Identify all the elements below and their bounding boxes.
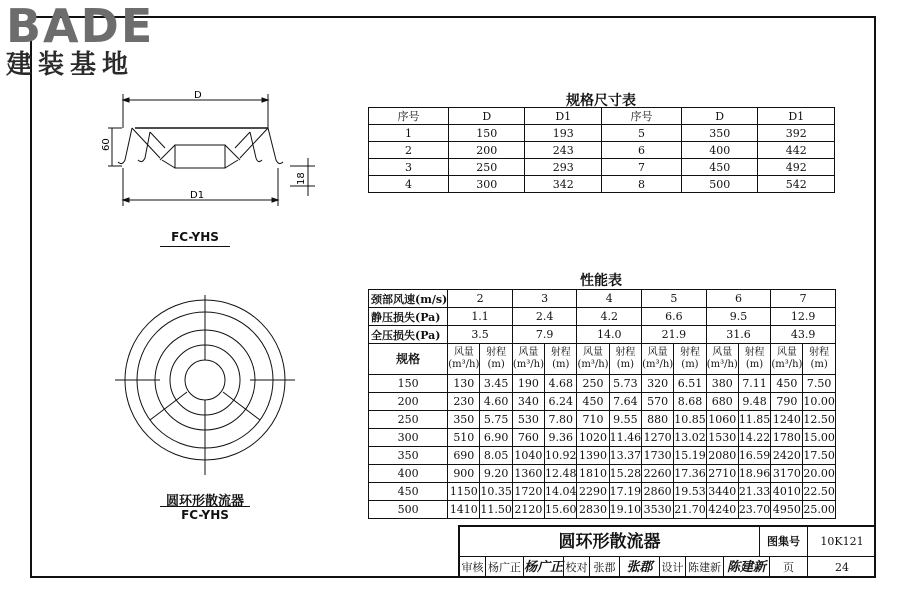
perf-cell: 20.00 — [803, 465, 836, 483]
perf-cell: 13.02 — [674, 429, 707, 447]
spec-row — [369, 125, 835, 142]
perf-row — [369, 429, 836, 447]
perf-cell: 4950 — [771, 501, 803, 519]
total-loss-value: 14.0 — [577, 326, 642, 344]
perf-cell: 510 — [448, 429, 480, 447]
velocity-value: 5 — [642, 290, 707, 308]
brand-logo — [6, 2, 176, 80]
total-loss-label: 全压损失(Pa) — [369, 326, 448, 344]
perf-cell: 11.46 — [609, 429, 642, 447]
spec-cell: 4 — [369, 176, 449, 193]
dim-d1-label: D1 — [190, 190, 205, 201]
perf-cell: 1150 — [448, 483, 480, 501]
perf-cell: 1270 — [642, 429, 674, 447]
spec-cell: 7 — [601, 159, 681, 176]
perf-cell: 2120 — [512, 501, 544, 519]
spec-header: D — [681, 108, 758, 125]
perf-cell: 1780 — [771, 429, 803, 447]
velocity-value: 6 — [706, 290, 771, 308]
perf-row — [369, 465, 836, 483]
perf-cell: 15.28 — [609, 465, 642, 483]
perf-cell: 7.11 — [738, 375, 771, 393]
perf-cell: 1060 — [706, 411, 738, 429]
perf-cell: 11.50 — [480, 501, 513, 519]
spec-row — [369, 176, 835, 193]
perf-cell: 1720 — [512, 483, 544, 501]
perf-cell: 350 — [448, 411, 480, 429]
static-loss-value: 12.9 — [771, 308, 836, 326]
perf-cell: 1240 — [771, 411, 803, 429]
perf-cell: 3170 — [771, 465, 803, 483]
perf-cell: 380 — [706, 375, 738, 393]
spec-cell: 243 — [525, 142, 602, 159]
atlas-number: 10K121 — [808, 527, 876, 557]
perf-row — [369, 375, 836, 393]
air-volume-header: 风量 (m³/h) — [642, 344, 674, 375]
perf-cell: 9.48 — [738, 393, 771, 411]
perf-row — [369, 501, 836, 519]
perf-cell: 11.85 — [738, 411, 771, 429]
perf-cell: 2080 — [706, 447, 738, 465]
perf-cell: 2420 — [771, 447, 803, 465]
throw-header: 射程 (m) — [480, 344, 513, 375]
perf-size-cell: 150 — [369, 375, 448, 393]
perf-cell: 4010 — [771, 483, 803, 501]
perf-cell: 9.20 — [480, 465, 513, 483]
perf-cell: 230 — [448, 393, 480, 411]
dim-18-label: 18 — [296, 172, 307, 185]
perf-cell: 17.50 — [803, 447, 836, 465]
perf-row — [369, 411, 836, 429]
review-signature: 杨广正 — [524, 557, 564, 578]
spec-cell: 542 — [758, 176, 835, 193]
perf-cell: 450 — [577, 393, 609, 411]
perf-row — [369, 393, 836, 411]
review-name: 杨广正 — [486, 557, 524, 578]
spec-cell: 500 — [681, 176, 758, 193]
plan-caption-cn: 圆环形散流器 — [165, 494, 244, 509]
dim-d-label: D — [194, 90, 202, 101]
perf-cell: 12.50 — [803, 411, 836, 429]
perf-cell: 8.05 — [480, 447, 513, 465]
spec-cell: 2 — [369, 142, 449, 159]
perf-cell: 320 — [642, 375, 674, 393]
spec-header: D1 — [758, 108, 835, 125]
perf-cell: 3440 — [706, 483, 738, 501]
perf-cell: 5.73 — [609, 375, 642, 393]
perf-size-cell: 500 — [369, 501, 448, 519]
spec-cell: 150 — [448, 125, 525, 142]
perf-table — [368, 289, 836, 519]
perf-cell: 7.50 — [803, 375, 836, 393]
perf-cell: 2260 — [642, 465, 674, 483]
air-volume-header: 风量 (m³/h) — [577, 344, 609, 375]
perf-cell: 1410 — [448, 501, 480, 519]
static-loss-label: 静压损失(Pa) — [369, 308, 448, 326]
title-block — [458, 525, 876, 578]
perf-cell: 22.50 — [803, 483, 836, 501]
perf-cell: 10.92 — [544, 447, 577, 465]
perf-cell: 10.00 — [803, 393, 836, 411]
perf-cell: 1810 — [577, 465, 609, 483]
spec-column-label: 规格 — [369, 344, 448, 375]
air-volume-header: 风量 (m³/h) — [706, 344, 738, 375]
perf-cell: 23.70 — [738, 501, 771, 519]
design-label: 设计 — [660, 557, 686, 578]
spec-cell: 392 — [758, 125, 835, 142]
perf-cell: 2860 — [642, 483, 674, 501]
perf-cell: 6.24 — [544, 393, 577, 411]
velocity-value: 4 — [577, 290, 642, 308]
spec-cell: 200 — [448, 142, 525, 159]
perf-cell: 10.85 — [674, 411, 707, 429]
perf-cell: 8.68 — [674, 393, 707, 411]
page-number: 24 — [835, 561, 849, 574]
spec-cell: 400 — [681, 142, 758, 159]
perf-cell: 690 — [448, 447, 480, 465]
design-name: 陈建新 — [686, 557, 724, 578]
spec-cell: 492 — [758, 159, 835, 176]
static-loss-value: 1.1 — [448, 308, 513, 326]
perf-cell: 6.90 — [480, 429, 513, 447]
perf-cell: 15.19 — [674, 447, 707, 465]
perf-row — [369, 483, 836, 501]
perf-cell: 4.68 — [544, 375, 577, 393]
perf-cell: 1390 — [577, 447, 609, 465]
perf-cell: 2290 — [577, 483, 609, 501]
total-loss-value: 7.9 — [512, 326, 577, 344]
spec-table — [368, 107, 835, 193]
spec-header: D — [448, 108, 525, 125]
spec-cell: 193 — [525, 125, 602, 142]
air-volume-header: 风量 (m³/h) — [512, 344, 544, 375]
perf-cell: 340 — [512, 393, 544, 411]
air-volume-header: 风量 (m³/h) — [448, 344, 480, 375]
perf-cell: 530 — [512, 411, 544, 429]
check-label: 校对 — [564, 557, 590, 578]
spec-header: 序号 — [601, 108, 681, 125]
spec-cell: 342 — [525, 176, 602, 193]
perf-cell: 2710 — [706, 465, 738, 483]
drawing-title: 圆环形散流器 — [460, 527, 760, 557]
atlas-label: 图集号 — [760, 527, 808, 557]
page-label: 页 — [770, 557, 808, 578]
check-name: 张郡 — [590, 557, 620, 578]
spec-cell: 6 — [601, 142, 681, 159]
perf-cell: 19.53 — [674, 483, 707, 501]
perf-cell: 21.70 — [674, 501, 707, 519]
spec-cell: 8 — [601, 176, 681, 193]
perf-cell: 13.37 — [609, 447, 642, 465]
spec-cell: 442 — [758, 142, 835, 159]
perf-cell: 19.10 — [609, 501, 642, 519]
spec-header: D1 — [525, 108, 602, 125]
velocity-value: 2 — [448, 290, 513, 308]
static-loss-value: 6.6 — [642, 308, 707, 326]
perf-cell: 250 — [577, 375, 609, 393]
perf-cell: 570 — [642, 393, 674, 411]
perf-cell: 6.51 — [674, 375, 707, 393]
throw-header: 射程 (m) — [738, 344, 771, 375]
perf-cell: 1730 — [642, 447, 674, 465]
plan-caption-model: FC-YHS — [181, 508, 229, 522]
perf-cell: 12.48 — [544, 465, 577, 483]
perf-size-cell: 300 — [369, 429, 448, 447]
perf-cell: 16.59 — [738, 447, 771, 465]
perf-cell: 3.45 — [480, 375, 513, 393]
static-loss-value: 9.5 — [706, 308, 771, 326]
perf-cell: 10.35 — [480, 483, 513, 501]
throw-header: 射程 (m) — [609, 344, 642, 375]
throw-header: 射程 (m) — [544, 344, 577, 375]
throw-header: 射程 (m) — [674, 344, 707, 375]
review-label: 审核 — [460, 557, 486, 578]
spec-cell: 5 — [601, 125, 681, 142]
spec-cell: 293 — [525, 159, 602, 176]
total-loss-value: 31.6 — [706, 326, 771, 344]
perf-cell: 15.60 — [544, 501, 577, 519]
perf-cell: 130 — [448, 375, 480, 393]
spec-cell: 450 — [681, 159, 758, 176]
perf-cell: 9.36 — [544, 429, 577, 447]
throw-header: 射程 (m) — [803, 344, 836, 375]
perf-size-cell: 350 — [369, 447, 448, 465]
perf-cell: 18.96 — [738, 465, 771, 483]
perf-cell: 1040 — [512, 447, 544, 465]
spec-cell: 1 — [369, 125, 449, 142]
total-loss-value: 43.9 — [771, 326, 836, 344]
perf-cell: 25.00 — [803, 501, 836, 519]
perf-size-cell: 400 — [369, 465, 448, 483]
perf-cell: 3530 — [642, 501, 674, 519]
static-loss-value: 2.4 — [512, 308, 577, 326]
perf-cell: 17.36 — [674, 465, 707, 483]
perf-cell: 17.19 — [609, 483, 642, 501]
perf-cell: 15.00 — [803, 429, 836, 447]
perf-cell: 21.33 — [738, 483, 771, 501]
perf-row — [369, 447, 836, 465]
perf-cell: 9.55 — [609, 411, 642, 429]
perf-cell: 14.22 — [738, 429, 771, 447]
spec-cell: 250 — [448, 159, 525, 176]
perf-cell: 1020 — [577, 429, 609, 447]
perf-cell: 880 — [642, 411, 674, 429]
design-signature: 陈建新 — [724, 557, 770, 578]
spec-row — [369, 142, 835, 159]
static-loss-value: 4.2 — [577, 308, 642, 326]
perf-cell: 710 — [577, 411, 609, 429]
perf-cell: 4.60 — [480, 393, 513, 411]
perf-size-cell: 200 — [369, 393, 448, 411]
velocity-label: 颈部风速(m/s) — [369, 290, 448, 308]
perf-cell: 1530 — [706, 429, 738, 447]
perf-cell: 7.80 — [544, 411, 577, 429]
perf-cell: 7.64 — [609, 393, 642, 411]
perf-cell: 5.75 — [480, 411, 513, 429]
velocity-value: 3 — [512, 290, 577, 308]
perf-table-title: 性能表 — [580, 273, 622, 289]
section-drawing — [90, 88, 330, 208]
perf-cell: 760 — [512, 429, 544, 447]
spec-cell: 3 — [369, 159, 449, 176]
perf-cell: 2830 — [577, 501, 609, 519]
perf-size-cell: 450 — [369, 483, 448, 501]
dim-60-label: 60 — [101, 138, 112, 151]
perf-cell: 450 — [771, 375, 803, 393]
total-loss-value: 21.9 — [642, 326, 707, 344]
plan-drawing — [115, 295, 295, 475]
total-loss-value: 3.5 — [448, 326, 513, 344]
spec-table-title: 规格尺寸表 — [566, 93, 636, 109]
spec-row — [369, 159, 835, 176]
logo-text-cn: 建装基地 — [6, 50, 135, 80]
perf-cell: 680 — [706, 393, 738, 411]
air-volume-header: 风量 (m³/h) — [771, 344, 803, 375]
velocity-value: 7 — [771, 290, 836, 308]
perf-cell: 900 — [448, 465, 480, 483]
logo-text-en: BADE — [6, 0, 155, 53]
spec-cell: 300 — [448, 176, 525, 193]
spec-cell: 350 — [681, 125, 758, 142]
perf-cell: 4240 — [706, 501, 738, 519]
check-signature: 张郡 — [620, 557, 660, 578]
perf-cell: 14.04 — [544, 483, 577, 501]
perf-cell: 190 — [512, 375, 544, 393]
perf-cell: 790 — [771, 393, 803, 411]
perf-size-cell: 250 — [369, 411, 448, 429]
spec-header: 序号 — [369, 108, 449, 125]
section-caption: FC-YHS — [171, 230, 219, 244]
perf-cell: 1360 — [512, 465, 544, 483]
